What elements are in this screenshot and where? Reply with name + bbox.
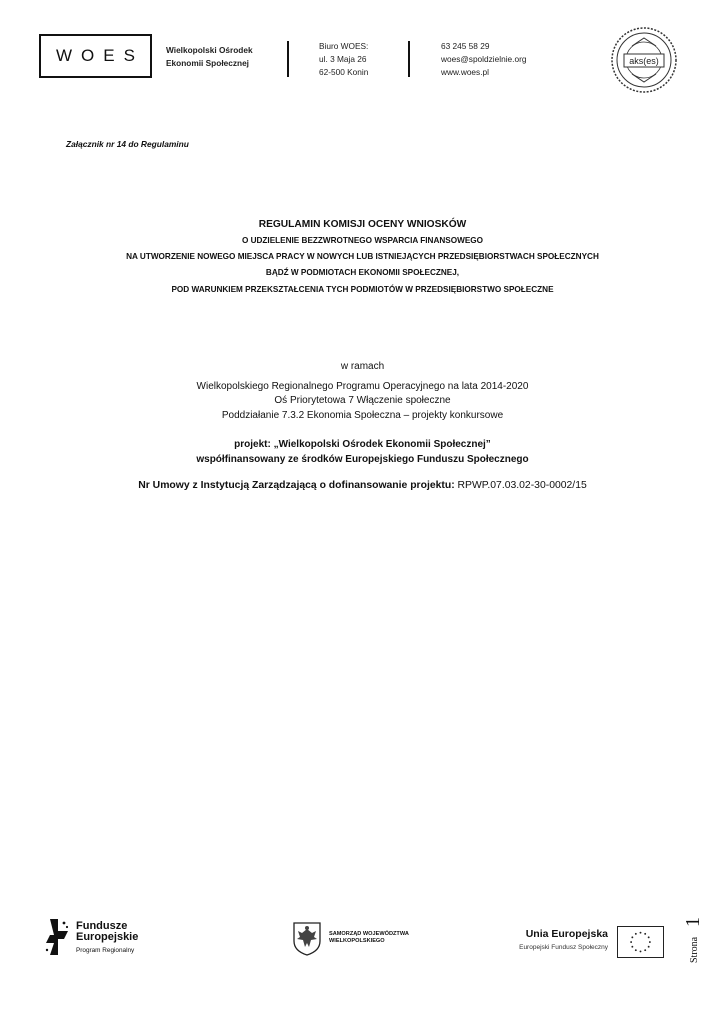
address-line1: Biuro WOES: — [319, 41, 369, 51]
project-funding: współfinansowany ze środków Europejskiego Funduszu Społecznego — [196, 454, 529, 465]
akses-stamp-icon — [610, 26, 678, 94]
email-address: woes@spoldzielnie.org — [441, 54, 527, 64]
page-label: Strona — [689, 936, 700, 963]
program-line: Poddziałanie 7.3.2 Ekonomia Społeczna – projekty konkursowe — [221, 410, 504, 421]
fundusze-europejskie-logo — [76, 921, 138, 943]
document-title: REGULAMIN KOMISJI OCENY WNIOSKÓW — [258, 219, 467, 230]
office-address — [319, 40, 368, 79]
subtitle-line: BĄDŹ W PODMIOTACH EKONOMII SPOŁECZNEJ, — [265, 268, 460, 277]
fundusze-europejskie-icon — [44, 917, 70, 957]
samorzad-line1: SAMORZĄD WOJEWÓDZTWA — [329, 931, 409, 937]
subtitle-line: NA UTWORZENIE NOWEGO MIEJSCA PRACY W NOWYCH LUB ISTNIEJĄCYCH PRZEDSIĘBIORSTWACH SPOŁECZNYCH — [126, 252, 599, 261]
attachment-label: Załącznik nr 14 do Regulaminu — [66, 139, 189, 149]
stamp-label: aks(es) — [629, 56, 659, 66]
program-line: Oś Priorytetowa 7 Włączenie społeczne — [274, 395, 451, 406]
wielkopolska-eagle-crest-icon — [292, 921, 322, 957]
page-number-marker — [681, 905, 707, 965]
fe-line2: Europejskie — [76, 931, 139, 943]
program-line: Wielkopolskiego Regionalnego Programu Operacyjnego na lata 2014-2020 — [196, 381, 529, 392]
woes-logo — [39, 34, 152, 78]
org-name-line2: Ekonomii Społecznej — [166, 58, 249, 68]
page-number: 1 — [682, 917, 704, 927]
subtitle-line: POD WARUNKIEM PRZEKSZTAŁCENIA TYCH PODMIOTÓW W PRZEDSIĘBIORSTWO SPOŁECZNE — [171, 285, 554, 294]
website-link: www.woes.pl — [441, 67, 489, 77]
contact-info — [441, 40, 526, 79]
contract-info — [40, 480, 685, 491]
org-name — [166, 44, 253, 70]
header-divider — [408, 41, 410, 77]
subtitle-line: O UDZIELENIE BEZZWROTNEGO WSPARCIA FINANSOWEGO — [241, 236, 484, 245]
w-ramach-text: w ramach — [340, 361, 385, 372]
project-name: projekt: „Wielkopolski Ośrodek Ekonomii Społecznej” — [234, 439, 491, 450]
header-divider — [287, 41, 289, 77]
address-line3: 62-500 Konin — [319, 67, 369, 77]
contract-number: RPWP.07.03.02-30-0002/15 — [457, 480, 587, 491]
woes-logo-text: WOES — [56, 46, 144, 65]
eu-flag-icon — [617, 926, 664, 958]
phone-number: 63 245 58 29 — [441, 41, 490, 51]
ue-title: Unia Europejska — [525, 928, 608, 940]
contract-label: Nr Umowy z Instytucją Zarządzającą o dofinansowanie projektu: — [138, 480, 455, 491]
fe-line1: Fundusze — [76, 920, 128, 932]
fe-line3: Program Regionalny — [76, 947, 135, 954]
org-name-line1: Wielkopolski Ośrodek — [166, 45, 253, 55]
address-line2: ul. 3 Maja 26 — [319, 54, 367, 64]
ue-subtitle: Europejski Fundusz Społeczny — [519, 944, 608, 951]
samorzad-logo-text — [329, 931, 409, 945]
samorzad-line2: WIELKOPOLSKIEGO — [329, 938, 385, 944]
